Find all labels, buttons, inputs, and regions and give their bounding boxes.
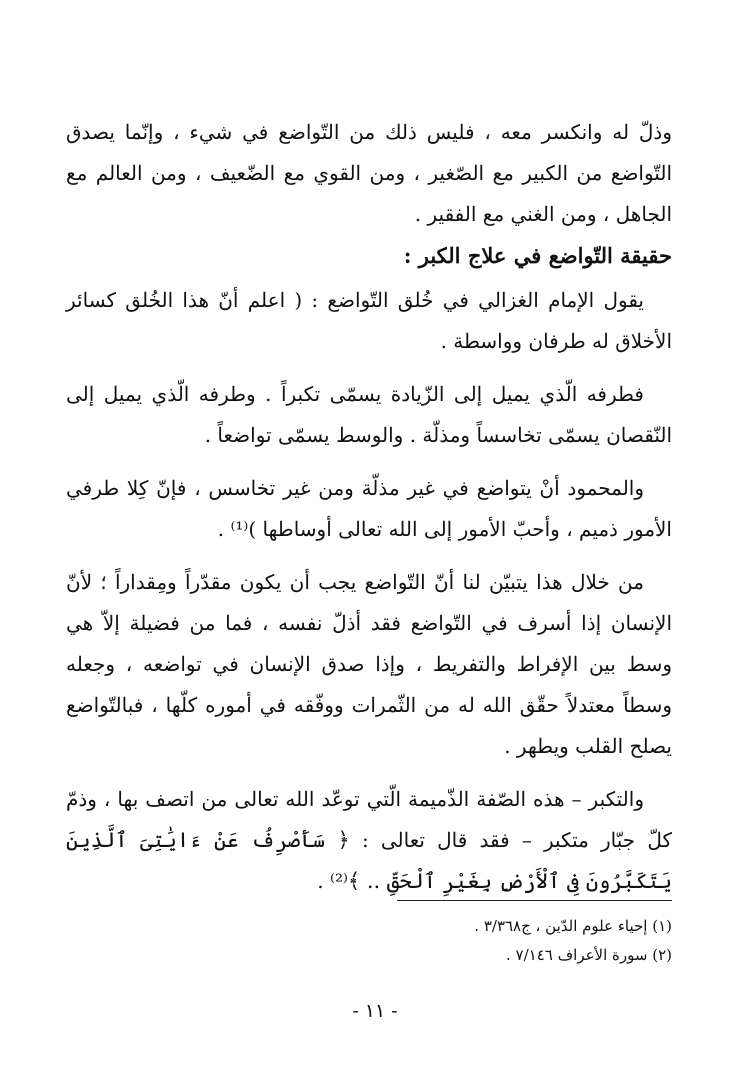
main-text — [66, 112, 672, 902]
page-number: - ١١ - — [352, 1000, 398, 1022]
footnote-1: (١) إحياء علوم الدّين ، ج٣/٣٦٨ . — [474, 917, 672, 935]
footnote-divider — [397, 900, 672, 901]
paragraph-6 — [66, 779, 672, 902]
paragraph-1: وذلّ له وانكسر معه ، فليس ذلك من التّواضع في شيء ، وإنّما يصدق التّواضع من الكبير مع الصّغير ، ومن القوي مع الضّعيف ، ومن العالم مع الجاهل ، ومن الغني مع الفقير . — [66, 120, 673, 226]
quran-verse: ﴿ سَأَصْرِفُ عَنْ ءَايَٰتِىَ ٱلَّذِينَ يَتَكَبَّرُونَ فِى ٱلْأَرْضِ بِغَيْرِ ٱلْحَقِّ .. ﴾ — [66, 828, 672, 893]
footnotes — [350, 912, 672, 970]
footnote-ref-2: ⁽²⁾ . — [317, 869, 348, 893]
paragraph-5: من خلال هذا يتبيّن لنا أنّ التّواضع يجب أن يكون مقدّراً ومِقداراً ؛ لأنّ الإنسان إذا أسرف في التّواضع فقد أذلّ نفسه ، فما من فضيلة إلاّ هي وسط بين الإفراط والتفريط ، وإذا صدق الإنسان في تواضعه ، وجعله وسطاً معتدلاً حقّق الله له من الثّمرات ووفّقه في أموره كلّها ، فبالتّواضع يصلح القلب ويطهر . — [66, 570, 672, 758]
paragraph-3: فطرفه الّذي يميل إلى الزّيادة يسمّى تكبراً . وطرفه الّذي يميل إلى النّقصان يسمّى تخاسساً ومذلّة . والوسط يسمّى تواضعاً . — [66, 382, 672, 447]
paragraph-6-text: والتكبر – هذه الصّفة الذّميمة الّتي توعّد الله تعالى من اتصف بها ، وذمّ كلّ جبّار متكبر – فقد قال تعالى : — [66, 787, 673, 852]
paragraph-4: والمحمود أنْ يتواضع في غير مذلّة ومن غير تخاسس ، فإنّ كِلا طرفي الأمور ذميم ، وأحبّ الأمور إلى الله تعالى أوساطها )⁽¹⁾ . — [66, 476, 672, 541]
section-heading: حقيقة التّواضع في علاج الكبر : — [403, 243, 672, 268]
footnote-2: (٢) سورة الأعراف ٧/١٤٦ . — [506, 946, 672, 964]
paragraph-2: يقول الإمام الغزالي في خُلق التّواضع : ( اعلم أنّ هذا الخُلق كسائر الأخلاق له طرفان وواسطة . — [66, 288, 672, 353]
